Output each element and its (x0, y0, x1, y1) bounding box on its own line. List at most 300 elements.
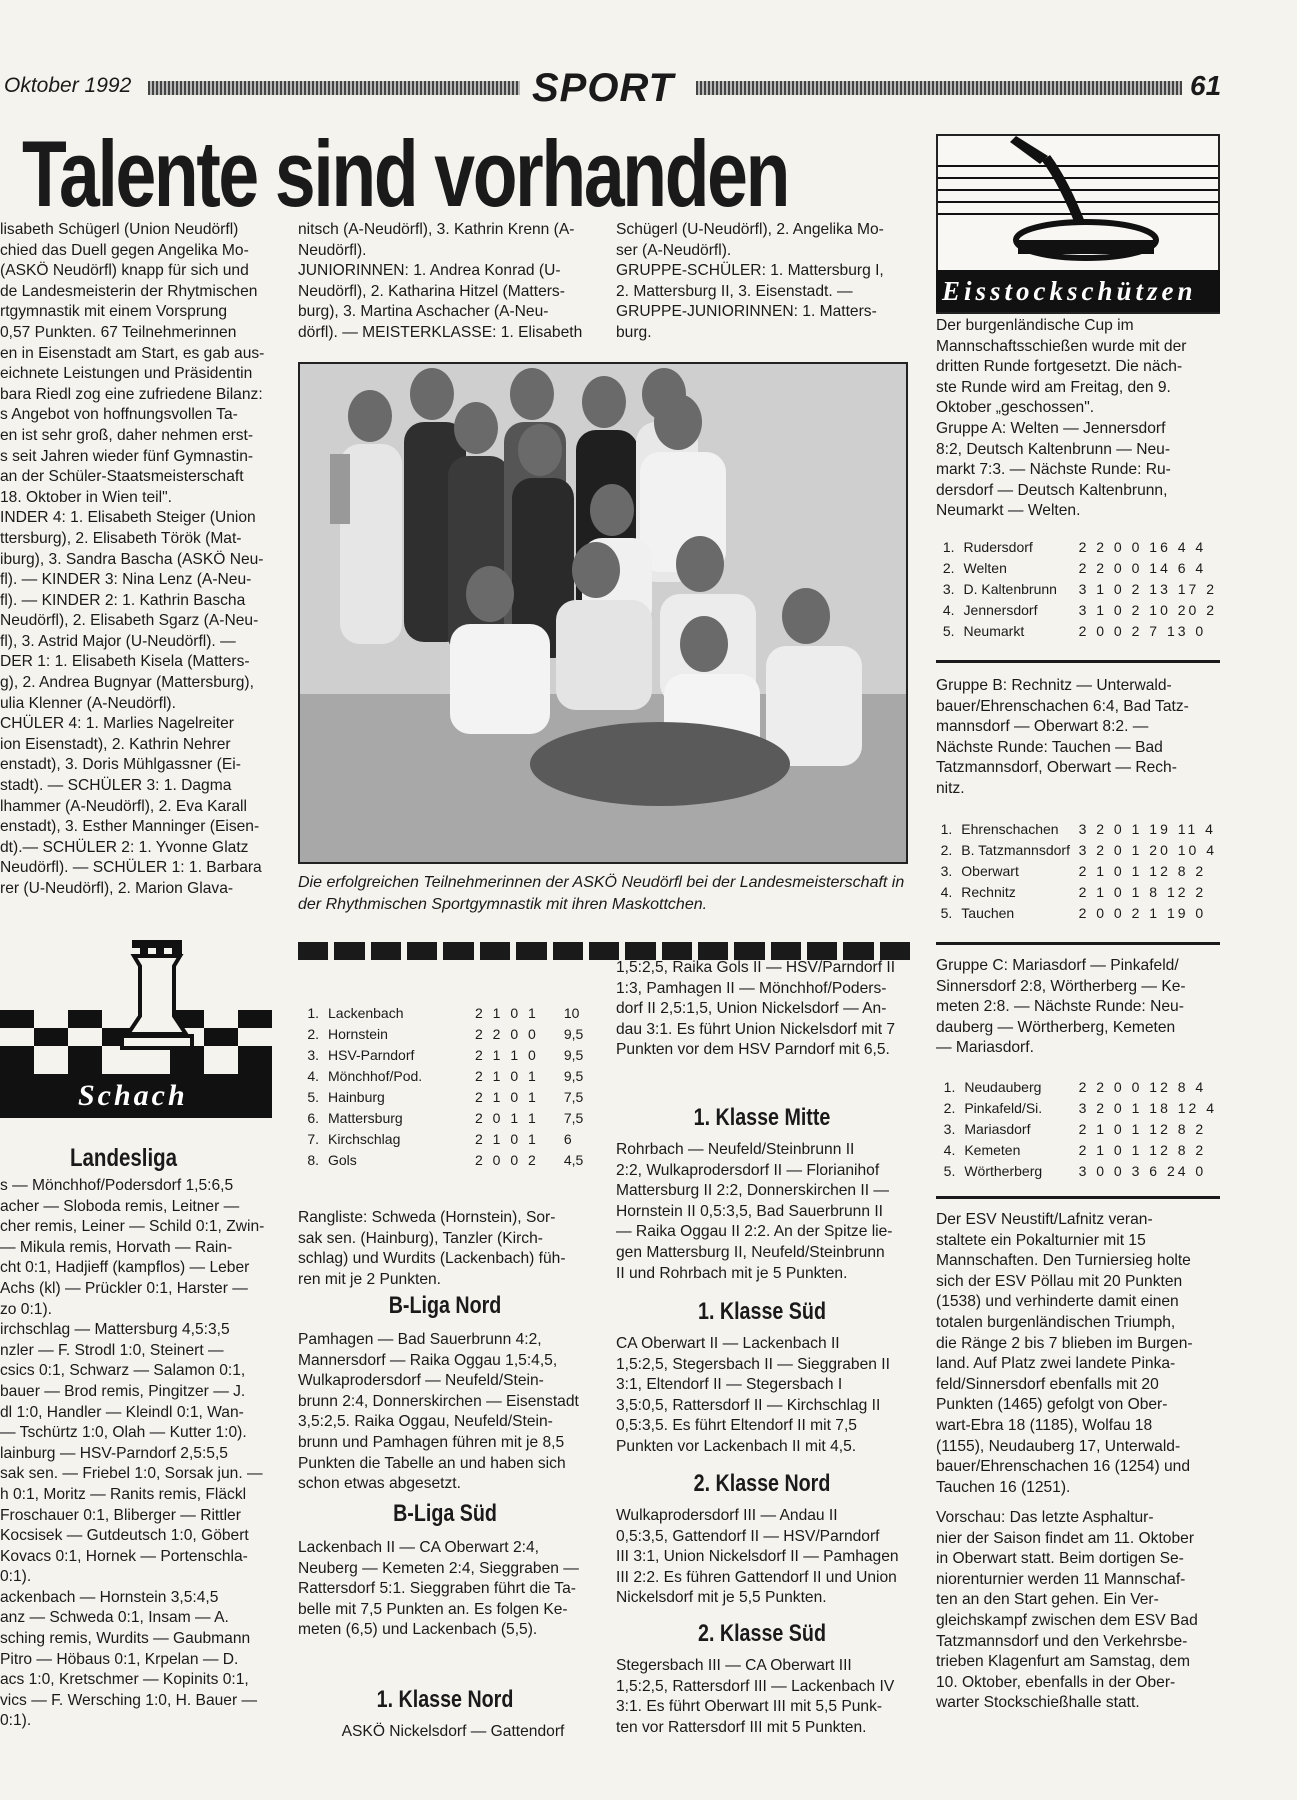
text-line: Nächste Runde: Tauchen — Bad (936, 738, 1163, 756)
text-line: ackenbach — Hornstein 3,5:4,5 (0, 1588, 219, 1606)
schach-results (0, 1176, 272, 1732)
text-line: belle mit 7,5 Punkten an. Es folgen Ke- (298, 1600, 568, 1618)
text-line: burg. (616, 323, 652, 341)
table-row (298, 1065, 586, 1086)
text-line: acs 1:0, Kretschmer — Kopinits 0:1, (0, 1671, 249, 1689)
text-line: Kocsisek — Gutdeutsch 1:0, Göbert (0, 1527, 249, 1545)
table-cell-team: Neudauberg (964, 1078, 1042, 1095)
table-cell-stats: 2 1 0 1 12 8 2 (1078, 1141, 1207, 1158)
table-row (936, 578, 1220, 599)
text-line: Lackenbach II — CA Oberwart 2:4, (298, 1539, 539, 1556)
text-line: Mannschaften. Den Turniersieg holte (936, 1252, 1191, 1270)
text-line: chied das Duell gegen Angelika Mo- (0, 241, 249, 259)
schach-band: Schach (0, 1074, 272, 1118)
table-row (936, 1139, 1220, 1160)
text-line: dauberg — Wörtherberg, Kemeten (936, 1018, 1176, 1036)
text-line: wart-Ebra 18 (1185), Wolfau 18 (936, 1416, 1153, 1434)
text-line: 18. Oktober in Wien teil". (0, 488, 172, 506)
text-line: cht 0:1, Hadjieff (kampflos) — Leber (0, 1259, 250, 1277)
text-line: in Oberwart statt. Beim dortigen Se- (936, 1550, 1184, 1568)
table-cell-pos: 3. (942, 580, 955, 597)
table-cell-pos: 4. (940, 883, 953, 900)
text-line: — Tschürtz 1:0, Olah — Kutter 1:0). (0, 1424, 247, 1442)
table-row (936, 557, 1220, 578)
text-line: Neudörfl), 2. Elisabeth Sgarz (A-Neu- (0, 612, 259, 630)
issue-date: Oktober 1992 (4, 74, 132, 97)
table-cell-team: Welten (963, 559, 1007, 576)
group-b-standings (936, 818, 1220, 923)
text-line: s seit Jahren wieder fünf Gymnastin- (0, 447, 254, 465)
text-line: Oktober „geschossen". (936, 399, 1095, 417)
text-line: 1:3, Pamhagen II — Mönchhof/Poders- (616, 979, 887, 997)
text-line: III 3:1, Union Nickelsdorf II — Pamhagen (616, 1548, 899, 1566)
text-line: vics — F. Wersching 1:0, H. Bauer — (0, 1691, 258, 1709)
table-cell-team: Mattersburg (328, 1109, 403, 1126)
table-cell-pts: 9,5 (563, 1046, 584, 1063)
text-line: csics 0:1, Schwarz — Salamon 0:1, (0, 1362, 246, 1380)
photo-caption: Die erfolgreichen Teilnehmerinnen der ASKÖ Neudörfl bei der Landesmeisterschaft in der Rhythmischen Sportgymnastik mit ihren Maskottchen. (298, 874, 905, 913)
text-line: 0,5:3,5. Es führt Eltendorf II mit 7,5 (616, 1417, 857, 1435)
group-c-standings (936, 1076, 1220, 1181)
table-cell-team: Mariasdorf (964, 1120, 1031, 1137)
text-line: staltete ein Pokalturnier mit 15 (936, 1231, 1146, 1249)
table-cell-stats: 2 1 0 1 12 8 2 (1078, 862, 1207, 879)
text-line: en in Eisenstadt am Start, es gab aus- (0, 344, 265, 362)
text-line: — Mikula remis, Horvath — Rain- (0, 1238, 233, 1256)
text-line: Froschauer 0:1, Bliberger — Rittler (0, 1506, 241, 1524)
text-line: Punkten vor Lackenbach II mit 4,5. (616, 1437, 857, 1455)
text-line: 1,5:2,5, Raika Gols II — HSV/Parndorf II (616, 959, 896, 976)
article-column-2 (298, 220, 592, 344)
text-line: eichnete Leistungen und Präsidentin (0, 365, 253, 383)
table-cell-team: D. Kaltenbrunn (963, 580, 1057, 597)
table-cell-pos: 6. (307, 1109, 319, 1126)
text-line: sak sen. (Hainburg), Tanzler (Kirch- (298, 1229, 543, 1247)
text-line: gen Mattersburg II, Neufeld/Steinbrunn (616, 1243, 885, 1261)
text-line: Tauchen 16 (1251). (936, 1478, 1071, 1496)
text-line: nitz. (936, 779, 965, 797)
text-line: en ist sehr groß, daher nehmen erst- (0, 426, 254, 444)
page-number: 61 (1190, 70, 1222, 101)
table-cell-stats: 2 2 0 0 16 4 4 (1078, 538, 1207, 555)
text-line: Nickelsdorf mit je 5,5 Punkten. (616, 1589, 827, 1607)
text-line: Punkten die Tabelle an und haben sich (298, 1454, 566, 1472)
klasse1-nord-start: ASKÖ Nickelsdorf — Gattendorf (341, 1723, 565, 1740)
text-line: 3,5:0,5, Rattersdorf II — Kirchschlag II (616, 1396, 881, 1414)
table-row (936, 818, 1220, 839)
table-cell-team: Rudersdorf (963, 538, 1033, 555)
bliga-nord-title: B-Liga Nord (388, 1292, 502, 1319)
table-cell-team: Gols (328, 1151, 357, 1168)
text-line: Rattersdorf 5:1. Sieggraben führt die Ta- (298, 1580, 576, 1598)
text-line: Gruppe B: Rechnitz — Unterwald- (936, 677, 1172, 694)
table-row (298, 1128, 586, 1149)
table-cell-stats: 2 1 0 1 (475, 1130, 539, 1147)
vorschau-text (936, 1508, 1220, 1714)
text-line: cher remis, Leiner — Schild 0:1, Zwin- (0, 1218, 265, 1236)
table-cell-pos: 5. (942, 622, 955, 639)
article-column-3 (616, 220, 908, 344)
text-line: fl). — KINDER 3: Nina Lenz (A-Neu- (0, 571, 252, 589)
text-line: rtgymnastik mit einem Vorsprung (0, 303, 228, 321)
group-c-text (936, 956, 1220, 1059)
text-line: enstadt), 3. Esther Manninger (Eisen- (0, 818, 260, 836)
text-line: 0:1). (0, 1568, 32, 1586)
text-line: an der Schüler-Staatsmeisterschaft (0, 468, 244, 486)
table-cell-stats: 3 2 0 1 20 10 4 (1078, 841, 1217, 858)
table-row (936, 620, 1220, 641)
table-cell-pts: 6 (563, 1130, 572, 1147)
schach-table (298, 1002, 586, 1170)
table-cell-pos: 2. (940, 841, 953, 858)
text-line: dersdorf — Deutsch Kaltenbrunn, (936, 481, 1168, 499)
eisstock-intro (936, 316, 1220, 522)
text-line: 10. Oktober, ebenfalls in der Ober- (936, 1673, 1176, 1691)
text-line: Hornstein II 0,5:3,5, Bad Sauerbrunn II (616, 1202, 883, 1220)
table-cell-stats: 2 2 0 0 14 6 4 (1078, 559, 1207, 576)
text-line: — Raika Oggau II 2:2. An der Spitze lie- (616, 1223, 893, 1241)
klasse2-nord-text (616, 1506, 908, 1609)
text-line: ten an den Start gehen. Ein Ver- (936, 1591, 1159, 1609)
text-line: ion Eisenstadt), 2. Kathrin Nehrer (0, 735, 231, 753)
table-row (936, 536, 1220, 557)
table-row (298, 1044, 586, 1065)
text-line: 2. Mattersburg II, 3. Eisenstadt. — (616, 282, 853, 300)
text-line: Punkten vor dem HSV Parndorf mit 6,5. (616, 1041, 890, 1059)
table-cell-team: Hornstein (328, 1025, 388, 1042)
text-line: lisabeth Schügerl (Union Neudörfl) (0, 221, 239, 238)
text-line: trieben Klagenfurt am Samstag, dem (936, 1653, 1190, 1671)
text-line: nzler — F. Strodl 1:0, Steinert — (0, 1341, 224, 1359)
text-line: g), 2. Andrea Bugnyar (Mattersburg), (0, 674, 254, 692)
table-cell-team: Kirchschlag (328, 1130, 401, 1147)
text-line: markt 7:3. — Nächste Runde: Ru- (936, 461, 1171, 479)
text-line: Mannschaftsschießen wurde mit der (936, 337, 1187, 355)
table-cell-pos: 8. (307, 1151, 319, 1168)
table-cell-stats: 2 2 0 0 (475, 1025, 539, 1042)
bliga-nord-text (298, 1330, 592, 1495)
table-cell-pts: 4,5 (563, 1151, 584, 1168)
text-line: III 2:2. Es führen Gattendorf II und Union (616, 1568, 897, 1586)
table-cell-stats: 2 1 0 1 12 8 2 (1078, 1120, 1207, 1137)
text-line: h 0:1, Moritz — Ranits remis, Fläckl (0, 1485, 247, 1503)
table-row (936, 1160, 1220, 1181)
table-cell-team: Mönchhof/Pod. (328, 1067, 423, 1084)
text-line: CHÜLER 4: 1. Marlies Nagelreiter (0, 715, 234, 733)
team-photo (298, 362, 908, 864)
text-line: bauer — Brod remis, Pingitzer — J. (0, 1382, 246, 1400)
text-line: s — Mönchhof/Podersdorf 1,5:6,5 (0, 1177, 234, 1194)
text-line: 2:2, Wulkaprodersdorf II — Florianihof (616, 1161, 880, 1179)
group-b-table (936, 818, 1220, 923)
table-cell-pos: 2. (942, 559, 955, 576)
table-cell-team: Wörtherberg (964, 1162, 1043, 1179)
divider-c (936, 1196, 1220, 1199)
table-row (936, 1118, 1220, 1139)
text-line: Neudörfl). — SCHÜLER 1: 1. Barbara (0, 859, 262, 877)
text-line: nier der Saison findet am 11. Oktober (936, 1529, 1195, 1547)
text-line: Der burgenländische Cup im (936, 317, 1134, 334)
text-line: Punkten (1465) gefolgt von Ober- (936, 1396, 1168, 1414)
landesliga-title: Landesliga (70, 1144, 178, 1172)
text-line: 1,5:2,5, Stegersbach II — Sieggraben II (616, 1355, 890, 1373)
table-cell-pos: 3. (943, 1120, 956, 1137)
rangliste-text (298, 1208, 592, 1290)
text-line: GRUPPE-SCHÜLER: 1. Mattersburg I, (616, 262, 884, 280)
text-line: schon etwas abgesetzt. (298, 1475, 461, 1493)
table-cell-pts: 9,5 (563, 1067, 584, 1084)
table-row (298, 1086, 586, 1107)
klasse2-nord-title: 2. Klasse Nord (693, 1470, 831, 1497)
table-row (298, 1107, 586, 1128)
group-c-table (936, 1076, 1220, 1181)
text-line: Neuberg — Kemeten 2:4, Sieggraben — (298, 1559, 579, 1577)
article-column-1 (0, 220, 272, 900)
headline: Talente sind vorhanden (22, 121, 789, 226)
table-cell-stats: 2 1 0 1 8 12 2 (1078, 883, 1207, 900)
table-cell-stats: 2 1 0 1 (475, 1088, 539, 1105)
text-line: stadt). — SCHÜLER 3: 1. Dagma (0, 777, 232, 795)
text-line: Schügerl (U-Neudörfl), 2. Angelika Mo- (616, 221, 884, 238)
text-line: gleichskampf zwischen dem ESV Bad (936, 1611, 1198, 1629)
klasse1-nord-title: 1. Klasse Nord (376, 1686, 514, 1713)
text-line: bauer/Ehrenschachen 6:4, Bad Tatz- (936, 697, 1189, 715)
text-line: Neudörfl). (298, 241, 367, 259)
table-cell-pts: 9,5 (563, 1025, 584, 1042)
text-line: lhammer (A-Neudörfl), 2. Eva Karall (0, 797, 247, 815)
text-line: 3:1, Eltendorf II — Stegersbach I (616, 1376, 843, 1394)
table-cell-pos: 4. (943, 1141, 956, 1158)
text-line: Neumarkt — Welten. (936, 502, 1081, 520)
klasse1-sued-text (616, 1334, 908, 1458)
text-line: sching remis, Wurdits — Gaubmann (0, 1630, 251, 1648)
table-cell-pos: 5. (943, 1162, 956, 1179)
text-line: 8:2, Deutsch Kaltenbrunn — Neu- (936, 440, 1171, 458)
text-line: Mattersburg II 2:2, Donnerskirchen II — (616, 1182, 890, 1200)
text-line: acher — Sloboda remis, Leitner — (0, 1197, 240, 1215)
group-a-table (936, 536, 1220, 641)
header-rule-left (148, 81, 520, 95)
text-line: ttersburg), 2. Elisabeth Török (Mat- (0, 529, 242, 547)
klasse2-sued-text (616, 1656, 908, 1738)
text-line: dorf II 2,5:1,5, Union Nickelsdorf — An- (616, 1000, 887, 1018)
text-line: Gruppe A: Welten — Jennersdorf (936, 419, 1166, 437)
table-cell-pos: 7. (307, 1130, 319, 1147)
klasse1-mitte-title: 1. Klasse Mitte (693, 1104, 831, 1131)
text-line: Neudörfl), 2. Katharina Hitzel (Matters- (298, 282, 565, 300)
table-cell-pos: 1. (942, 538, 955, 555)
table-cell-pos: 3. (940, 862, 953, 879)
text-line: II und Rohrbach mit je 5 Punkten. (616, 1264, 848, 1282)
text-line: feld/Sinnersdorf ebenfalls mit 20 (936, 1375, 1159, 1393)
text-line: Vorschau: Das letzte Asphaltur- (936, 1509, 1154, 1526)
klasse1-mitte-text (616, 1140, 908, 1284)
text-line: Wulkaprodersdorf — Neufeld/Stein- (298, 1372, 544, 1390)
table-cell-pts: 7,5 (563, 1088, 584, 1105)
table-cell-stats: 2 2 0 0 12 8 4 (1078, 1078, 1207, 1095)
table-cell-team: Oberwart (961, 862, 1019, 879)
text-line: s Angebot von hoffnungsvollen Ta- (0, 406, 238, 424)
text-line: dt).— SCHÜLER 2: 1. Yvonne Glatz (0, 838, 249, 856)
text-line: zo 0:1). (0, 1300, 53, 1318)
table-cell-pts: 10 (563, 1004, 580, 1021)
eisstock-icon (938, 136, 1218, 270)
text-line: — Mariasdorf. (936, 1039, 1034, 1057)
text-line: anz — Schweda 0:1, Insam — A. (0, 1609, 229, 1627)
table-cell-pos: 2. (943, 1099, 956, 1116)
text-line: Pitro — Höbaus 0:1, Krpelan — D. (0, 1650, 239, 1668)
table-cell-pos: 1. (940, 820, 953, 837)
table-cell-pos: 5. (307, 1088, 319, 1105)
text-line: enstadt), 3. Doris Mühlgassner (Ei- (0, 756, 241, 774)
pokal-text (936, 1210, 1220, 1498)
table-cell-pos: 4. (307, 1067, 319, 1084)
eisstock-band: Eisstockschützen (936, 270, 1220, 312)
table-cell-team: Kemeten (964, 1141, 1021, 1158)
text-line: sak sen. — Friebel 1:0, Sorsak jun. — (0, 1465, 263, 1483)
section-title: SPORT (532, 66, 675, 110)
text-line: bara Riedl zog eine zufriedene Bilanz: (0, 385, 263, 403)
table-cell-stats: 2 0 1 1 (475, 1109, 539, 1126)
text-line: Rangliste: Schweda (Hornstein), Sor- (298, 1209, 556, 1226)
text-line: bauer/Ehrenschachen 16 (1254) und (936, 1458, 1191, 1476)
text-line: ulia Klenner (A-Neudörfl). (0, 694, 176, 712)
table-cell-stats: 3 2 0 1 19 11 4 (1078, 820, 1216, 837)
text-line: Wulkaprodersdorf III — Andau II (616, 1507, 838, 1524)
table-row (298, 1023, 586, 1044)
text-line: Mannersdorf — Raika Oggau 1,5:4,5, (298, 1351, 558, 1369)
text-line: (1538) und verhinderte damit einen (936, 1293, 1179, 1311)
table-cell-stats: 2 1 0 1 (475, 1004, 539, 1021)
table-cell-stats: 3 0 0 3 6 24 0 (1078, 1162, 1207, 1179)
text-line: fl), 3. Astrid Major (U-Neudörfl). — (0, 632, 236, 650)
table-cell-pos: 1. (307, 1004, 319, 1021)
klasse1-nord-text (616, 958, 908, 1061)
header-rule-right (696, 81, 1182, 95)
bliga-sued-text (298, 1538, 592, 1641)
schach-standings (298, 1002, 594, 1170)
table-row (936, 902, 1220, 923)
divider-a (936, 660, 1220, 663)
text-line: burg), 3. Martina Aschacher (A-Neu- (298, 303, 549, 321)
page-header (0, 66, 1230, 110)
table-row (936, 1097, 1220, 1118)
table-cell-team: HSV-Parndorf (328, 1046, 415, 1063)
table-cell-team: Hainburg (328, 1088, 385, 1105)
text-line: dritten Runde fortgesetzt. Die näch- (936, 358, 1183, 376)
table-cell-pos: 4. (942, 601, 955, 618)
table-cell-pos: 5. (940, 904, 953, 921)
text-line: 0:1). (0, 1712, 32, 1730)
text-line: brunn 2:4, Donnerskirchen — Eisenstadt (298, 1392, 579, 1410)
photo-illustration (300, 364, 908, 864)
text-line: (1155), Neudauberg 17, Unterwald- (936, 1437, 1181, 1455)
text-line: Tatzmannsdorf und den Verkehrsbe- (936, 1632, 1188, 1650)
text-line: nitsch (A-Neudörfl), 3. Kathrin Krenn (A- (298, 221, 575, 238)
text-line: iburg), 3. Sandra Bascha (ASKÖ Neu- (0, 550, 264, 568)
text-line: Sinnersdorf 2:8, Wörtherberg — Ke- (936, 977, 1186, 995)
text-line: Stegersbach III — CA Oberwart III (616, 1657, 852, 1674)
text-line: fl). — KINDER 2: 1. Kathrin Bascha (0, 591, 246, 609)
text-line: brunn und Pamhagen führen mit je 8,5 (298, 1433, 565, 1451)
table-cell-team: Jennersdorf (963, 601, 1038, 618)
chess-rook-icon (0, 940, 272, 1074)
table-cell-team: Ehrenschachen (961, 820, 1059, 837)
text-line: die Ränge 2 bis 7 blieben im Burgen- (936, 1334, 1193, 1352)
text-line: Achs (kl) — Prückler 0:1, Harster — (0, 1279, 248, 1297)
table-cell-stats: 2 1 0 1 (475, 1067, 539, 1084)
text-line: dl 1:0, Handler — Kleindl 0:1, Wan- (0, 1403, 244, 1421)
text-line: land. Auf Platz zwei landete Pinka- (936, 1355, 1176, 1373)
text-line: DER 1: 1. Elisabeth Kisela (Matters- (0, 653, 250, 671)
text-line: (ASKÖ Neudörfl) knapp für sich und (0, 262, 249, 280)
text-line: ren mit je 2 Punkten. (298, 1270, 442, 1288)
text-line: rer (U-Neudörfl), 2. Marion Glava- (0, 880, 234, 897)
klasse1-sued-title: 1. Klasse Süd (698, 1298, 826, 1325)
text-line: schlag) und Wurdits (Lackenbach) füh- (298, 1250, 566, 1268)
text-line: JUNIORINNEN: 1. Andrea Konrad (U- (298, 262, 561, 280)
text-line: Kovacs 0:1, Hornek — Portenschla- (0, 1547, 248, 1565)
text-line: Gruppe C: Mariasdorf — Pinkafeld/ (936, 957, 1179, 974)
table-cell-team: Rechnitz (961, 883, 1016, 900)
text-line: Rohrbach — Neufeld/Steinbrunn II (616, 1141, 855, 1158)
text-line: irchschlag — Mattersburg 4,5:3,5 (0, 1321, 230, 1339)
table-cell-stats: 3 2 0 1 18 12 4 (1078, 1099, 1217, 1116)
text-line: 1,5:2,5, Rattersdorf III — Lackenbach IV (616, 1677, 895, 1695)
text-line: totalen burgenländischen Triumph, (936, 1313, 1176, 1331)
text-line: Tatzmannsdorf, Oberwart — Rech- (936, 759, 1177, 777)
klasse2-sued-title: 2. Klasse Süd (698, 1620, 826, 1647)
group-b-text (936, 676, 1220, 800)
text-line: 0,57 Punkten. 67 Teilnehmerinnen (0, 323, 237, 341)
text-line: 3:1. Es führt Oberwart III mit 5,5 Punk- (616, 1698, 883, 1716)
text-line: ste Runde wird am Freitag, den 9. (936, 378, 1171, 396)
table-row (936, 599, 1220, 620)
divider-b (936, 942, 1220, 945)
text-line: niorenturnier werden 11 Mannschaf- (936, 1570, 1186, 1588)
table-row (936, 839, 1220, 860)
table-cell-stats: 2 0 0 2 1 19 0 (1078, 904, 1207, 921)
text-line: 0,5:3,5, Gattendorf II — HSV/Parndorf (616, 1527, 880, 1545)
table-cell-team: Neumarkt (963, 622, 1025, 639)
text-line: meten (6,5) und Lackenbach (5,5). (298, 1621, 538, 1639)
table-cell-pos: 3. (307, 1046, 319, 1063)
table-cell-team: Lackenbach (328, 1004, 404, 1021)
table-cell-pts: 7,5 (563, 1109, 584, 1126)
text-line: lainburg — HSV-Parndorf 2,5:5,5 (0, 1444, 228, 1462)
table-row (936, 1076, 1220, 1097)
text-line: GRUPPE-JUNIORINNEN: 1. Matters- (616, 303, 877, 321)
text-line: ten vor Rattersdorf III mit 5 Punkten. (616, 1718, 867, 1736)
table-cell-stats: 2 1 1 0 (475, 1046, 539, 1063)
table-cell-pos: 2. (307, 1025, 319, 1042)
table-row (298, 1149, 586, 1170)
table-row (298, 1002, 586, 1023)
text-line: dörfl). — MEISTERKLASSE: 1. Elisabeth (298, 323, 583, 341)
table-cell-stats: 2 0 0 2 (475, 1151, 539, 1168)
text-line: 3,5:2,5. Raika Oggau, Neufeld/Stein- (298, 1413, 553, 1431)
table-row (936, 881, 1220, 902)
text-line: Pamhagen — Bad Sauerbrunn 4:2, (298, 1331, 542, 1348)
bliga-sued-title: B-Liga Süd (393, 1500, 497, 1527)
text-line: CA Oberwart II — Lackenbach II (616, 1335, 840, 1352)
group-a-standings (936, 536, 1220, 641)
table-cell-stats: 2 0 0 2 7 13 0 (1078, 622, 1207, 639)
text-line: ser (A-Neudörfl). (616, 241, 732, 259)
table-cell-team: Tauchen (961, 904, 1015, 921)
table-cell-stats: 3 1 0 2 10 20 2 (1078, 601, 1217, 618)
text-line: mannsdorf — Oberwart 8:2. — (936, 718, 1149, 736)
